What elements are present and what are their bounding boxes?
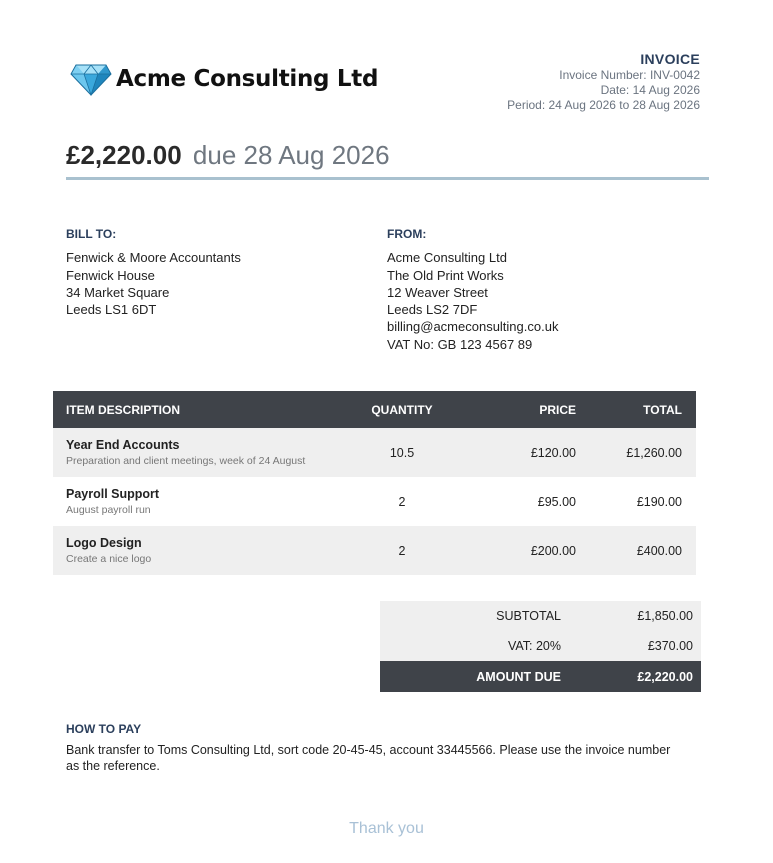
invoice-header — [507, 51, 700, 113]
bill-to-line: Leeds LS1 6DT — [66, 302, 157, 318]
subtotal-row — [380, 601, 701, 631]
item-price: £95.00 — [537, 494, 576, 509]
table-row — [53, 526, 696, 575]
from-vat-number: VAT No: GB 123 4567 89 — [387, 336, 533, 352]
from-line: Leeds LS2 7DF — [387, 302, 478, 318]
amount-summary — [66, 139, 390, 171]
invoice-title: INVOICE — [640, 51, 700, 67]
table-row — [53, 477, 696, 526]
how-to-pay-text: Bank transfer to Toms Consulting Ltd, sort code 20-45-45, account 33445566. Please use the invoice number as the reference. — [66, 743, 671, 773]
col-price: PRICE — [455, 391, 576, 428]
from-block — [387, 226, 558, 353]
vat-label: VAT: 20% — [380, 631, 573, 661]
vat-row — [380, 631, 701, 661]
vat-value: £370.00 — [573, 631, 701, 661]
item-note: Preparation and client meetings, week of 24 August — [66, 455, 306, 467]
item-note: Create a nice logo — [66, 553, 152, 565]
item-quantity: 10.5 — [349, 428, 455, 477]
invoice-period: Period: 24 Aug 2026 to 28 Aug 2026 — [507, 98, 700, 112]
amount-due-row — [380, 661, 701, 692]
col-description: ITEM DESCRIPTION — [53, 391, 349, 428]
item-description-cell — [53, 526, 349, 575]
item-quantity: 2 — [398, 494, 406, 509]
item-total: £1,260.00 — [576, 428, 696, 477]
item-description-cell — [53, 428, 349, 477]
amount-due-value: £2,220.00 — [573, 661, 701, 692]
diamond-icon — [70, 62, 112, 96]
header-divider — [66, 177, 709, 180]
company-name: Acme Consulting Ltd — [116, 66, 379, 92]
item-description-cell — [53, 477, 349, 526]
bill-to-block — [66, 226, 241, 318]
due-date: due 28 Aug 2026 — [192, 140, 390, 170]
table-row — [53, 428, 696, 477]
from-email: billing@acmeconsulting.co.uk — [387, 319, 559, 335]
col-quantity: QUANTITY — [349, 391, 455, 428]
bill-to-line: Fenwick & Moore Accountants — [66, 250, 241, 266]
totals-table — [380, 601, 701, 692]
item-total: £190.00 — [636, 494, 682, 509]
thank-you-note: Thank you — [349, 820, 424, 837]
invoice-number: Invoice Number: INV-0042 — [559, 68, 700, 82]
company-logo — [70, 62, 378, 96]
item-name: Year End Accounts — [66, 438, 180, 452]
how-to-pay-heading: HOW TO PAY — [66, 722, 142, 736]
item-price: £120.00 — [455, 428, 576, 477]
from-line: 12 Weaver Street — [387, 284, 488, 300]
item-name: Payroll Support — [66, 487, 160, 501]
col-total: TOTAL — [576, 391, 696, 428]
from-heading: FROM: — [387, 227, 427, 241]
item-quantity: 2 — [349, 526, 455, 575]
invoice-date: Date: 14 Aug 2026 — [600, 83, 700, 97]
from-line: Acme Consulting Ltd — [387, 250, 507, 266]
items-table — [53, 391, 696, 575]
bill-to-line: 34 Market Square — [66, 284, 170, 300]
item-total: £400.00 — [576, 526, 696, 575]
item-price: £200.00 — [455, 526, 576, 575]
bill-to-line: Fenwick House — [66, 267, 155, 283]
amount-total: £2,220.00 — [66, 140, 182, 170]
amount-due-label: AMOUNT DUE — [380, 661, 573, 692]
how-to-pay — [66, 722, 686, 774]
subtotal-label: SUBTOTAL — [380, 601, 573, 631]
item-note: August payroll run — [66, 504, 151, 516]
from-line: The Old Print Works — [387, 267, 504, 283]
items-header-row — [53, 391, 696, 428]
bill-to-heading: BILL TO: — [66, 227, 117, 241]
item-name: Logo Design — [66, 536, 142, 550]
subtotal-value: £1,850.00 — [573, 601, 701, 631]
